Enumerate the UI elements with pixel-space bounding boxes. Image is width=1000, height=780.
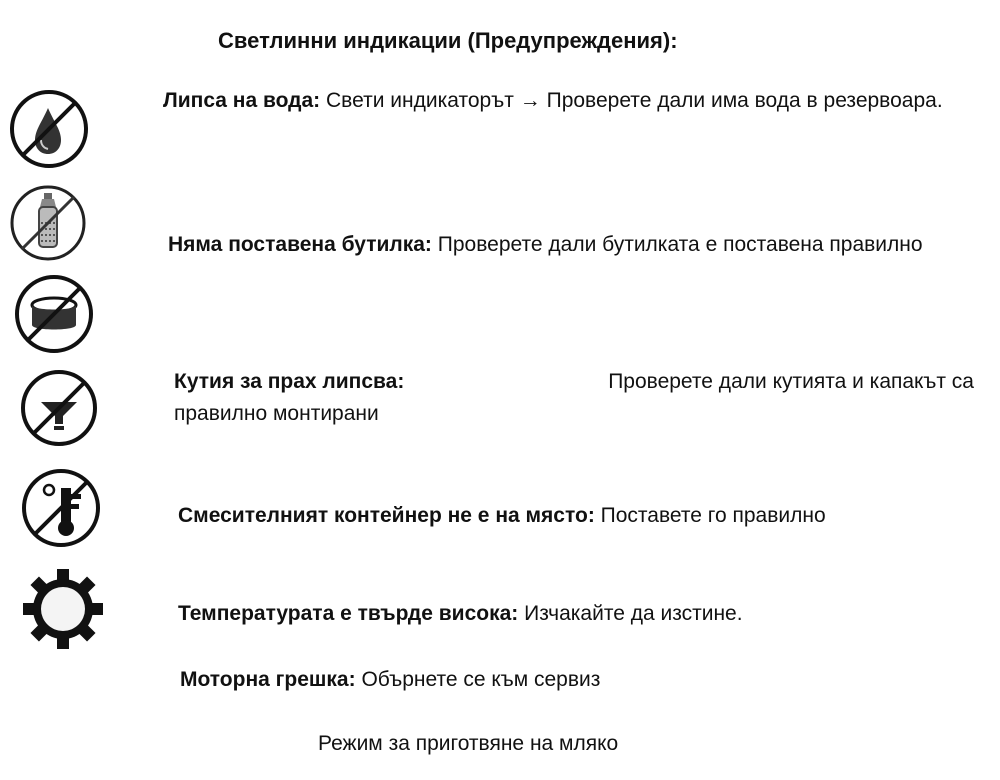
warning-text: Обърнете се към сервиз <box>361 668 601 691</box>
warning-text: Поставете го правилно <box>600 504 826 527</box>
warning-mixing-container <box>178 500 978 532</box>
warning-text: Изчакайте да изстине. <box>524 602 743 625</box>
no-bottle-icon <box>8 183 88 263</box>
warning-powder-box-missing <box>174 366 974 430</box>
warning-motor-error <box>180 664 980 696</box>
no-powder-box-icon <box>13 273 95 355</box>
warning-text: Проверете дали бутилката е поставена правилно <box>437 233 923 256</box>
warning-no-water <box>163 85 993 117</box>
warning-text-continued: правилно монтирани <box>174 402 379 425</box>
footer-mode-label: Режим за приготвяне на мляко <box>318 732 619 755</box>
warning-label: Температурата е твърде висока: <box>178 602 519 625</box>
warning-label: Кутия за прах липсва: <box>174 370 405 393</box>
warning-label: Няма поставена бутилка: <box>168 233 432 256</box>
no-water-drop-icon <box>8 88 90 170</box>
no-mixing-container-icon <box>19 368 99 448</box>
warning-text: Свети индикаторът → Проверете дали има вода в резервоара. <box>326 89 943 112</box>
warning-label: Моторна грешка: <box>180 668 356 691</box>
high-temperature-icon <box>21 567 105 651</box>
warning-label: Липса на вода: <box>163 89 321 112</box>
warning-temperature-high <box>178 598 978 630</box>
warning-text: Проверете дали кутията и капакът са <box>608 370 974 393</box>
warning-label: Смесителният контейнер не е на място: <box>178 504 595 527</box>
warning-no-bottle <box>168 229 988 261</box>
page-heading: Светлинни индикации (Предупреждения): <box>218 28 678 53</box>
thermometer-icon <box>19 466 103 550</box>
